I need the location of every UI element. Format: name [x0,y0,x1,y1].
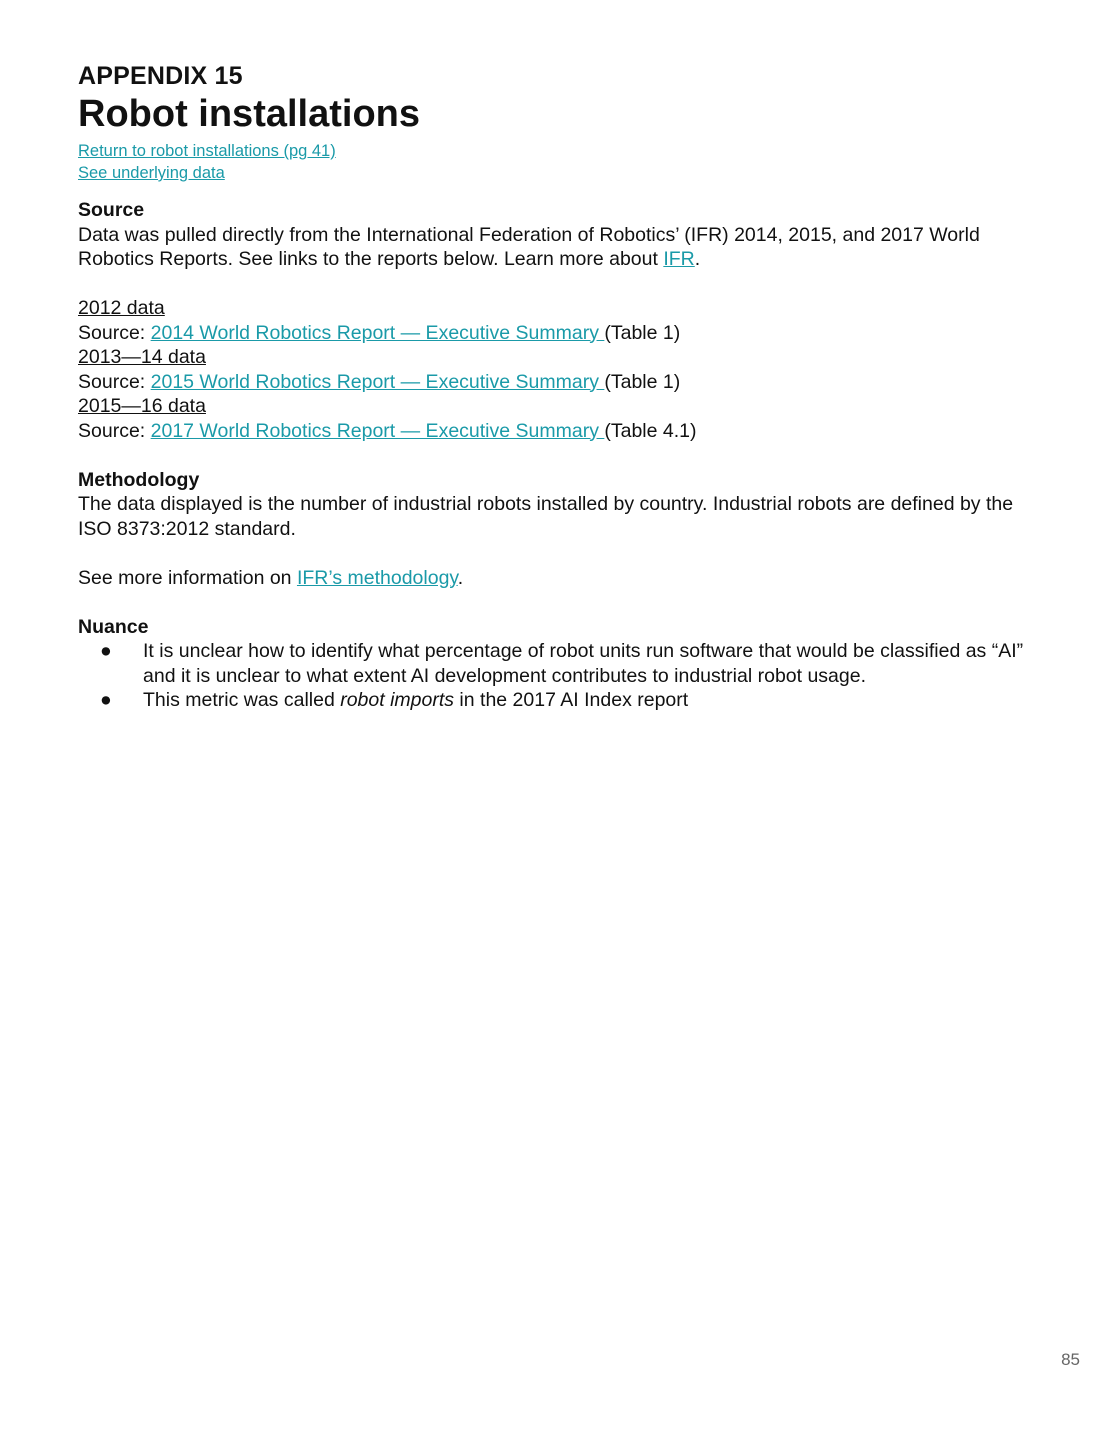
methodology-more-end: . [457,566,464,589]
source-entry-2013-14 [78,370,1028,395]
page-number: 85 [1061,1350,1080,1369]
methodology-section [78,443,1028,590]
source-prefix: Source: [78,321,151,344]
report-2015-link[interactable]: 2015 World Robotics Report — Executive Summary [150,370,605,393]
source-entry-heading-2013-14: 2013—14 data [78,346,206,368]
source-section [78,198,1028,443]
bullet-icon: ● [100,640,112,662]
nuance-item-emphasis: robot imports [340,689,455,711]
report-2014-link[interactable]: 2014 World Robotics Report — Executive Summary [150,321,605,344]
page-title: Robot installations [78,93,420,135]
nuance-item-text-pre: This metric was called [143,689,341,711]
underlying-data-link[interactable]: See underlying data [78,164,225,182]
nuance-item-text-post: in the 2017 AI Index report [454,689,689,711]
table-ref: (Table 4.1) [604,419,697,442]
source-entry-heading-2015-16: 2015—16 data [78,395,206,417]
return-link[interactable]: Return to robot installations (pg 41) [78,142,336,160]
nuance-section [78,590,1028,713]
nuance-heading: Nuance [78,615,149,638]
table-ref: (Table 1) [604,321,681,344]
list-item [78,688,1028,713]
methodology-more-prefix: See more information on [78,566,297,589]
ifr-link[interactable]: IFR [663,248,695,270]
report-2017-link[interactable]: 2017 World Robotics Report — Executive Summary [150,419,605,442]
source-heading: Source [78,199,145,221]
source-prefix: Source: [78,419,151,442]
source-entry-heading-2012: 2012 data [78,297,165,319]
list-item [78,639,1028,688]
methodology-text: The data displayed is the number of industrial robots installed by country. Industrial robots are defined by the ISO 8373:2012 standard. [78,493,1014,540]
nuance-list [78,639,1028,713]
methodology-heading: Methodology [78,468,200,491]
ifr-methodology-link[interactable]: IFR’s methodology [296,566,458,589]
nuance-item-text: It is unclear how to identify what percentage of robot units run software that would be classified as “AI” and it is unclear to what extent AI development contributes to industrial robot usage. [143,640,1024,687]
source-text: Data was pulled directly from the International Federation of Robotics’ (IFR) 2014, 2015, and 2017 World Robotics Reports. See links to the reports below. Learn more about [78,223,980,270]
source-paragraph [78,223,1028,272]
source-entry-2015-16 [78,419,1028,444]
source-text-end: . [694,248,701,270]
page-content [78,60,1028,713]
source-prefix: Source: [78,370,151,393]
methodology-more [78,566,1028,591]
bullet-icon: ● [100,689,112,711]
table-ref: (Table 1) [604,370,681,393]
appendix-label: APPENDIX 15 [78,62,243,90]
source-entry-2012 [78,321,1028,346]
